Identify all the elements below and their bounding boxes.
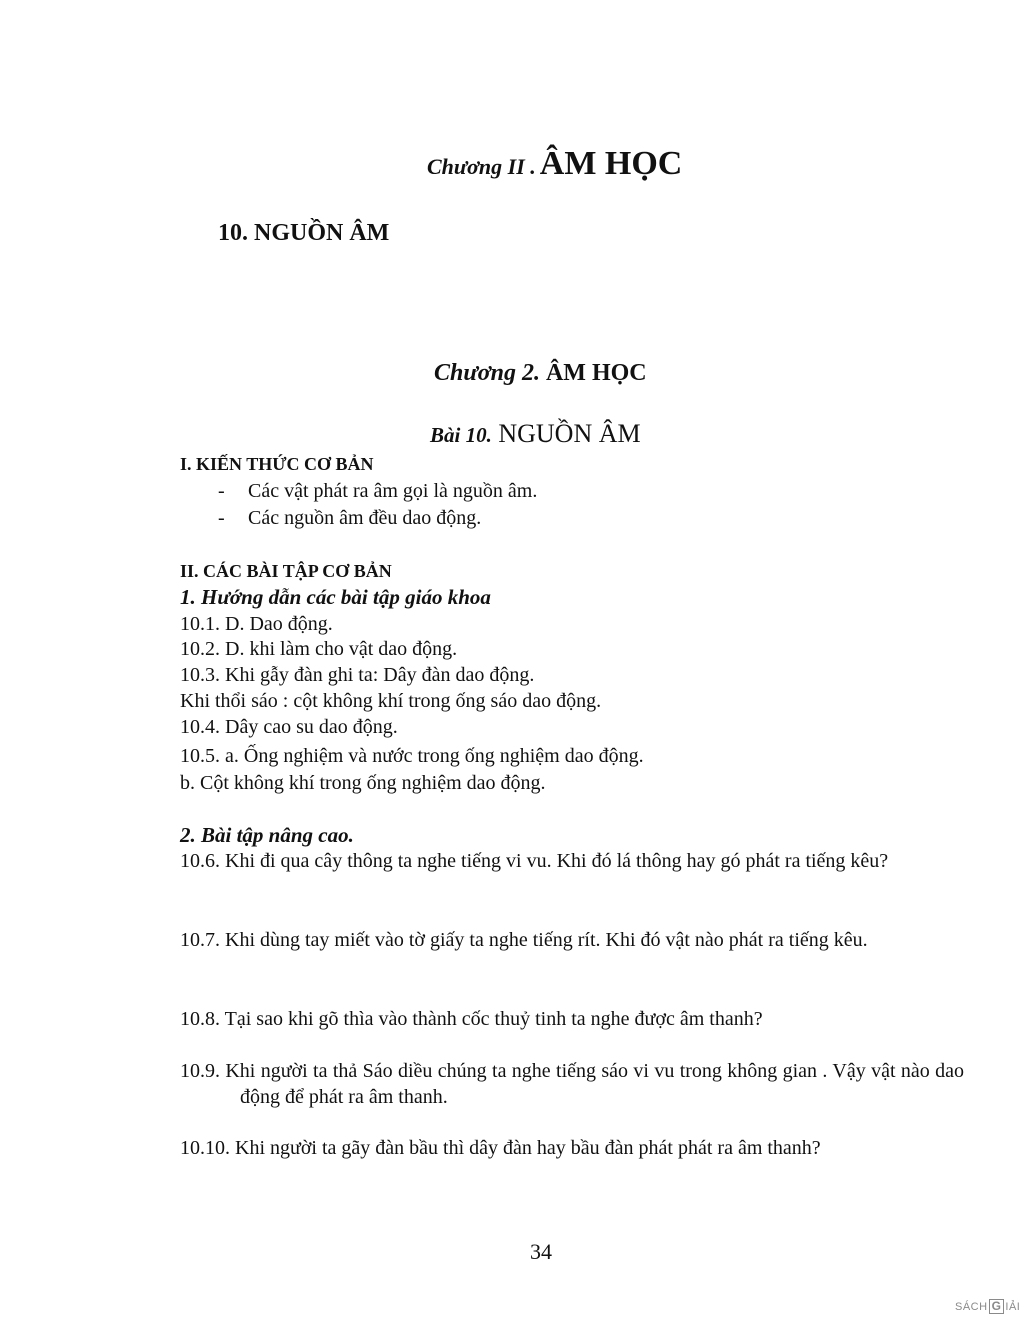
answer-line: 10.2. D. khi làm cho vật dao động. [180,638,458,660]
lesson-title [430,419,641,449]
chapter-title-top [427,145,682,183]
chapter-subtitle [434,360,647,387]
exercise-item: 10.9. Khi người ta thả Sáo diều chúng ta nghe tiếng sáo vi vu trong không gian . Vậy vật nào dao động để phát ra âm thanh. [180,1060,964,1108]
section-1-title: I. KIẾN THỨC CƠ BẢN [180,454,374,474]
logo-box: G [989,1299,1005,1314]
chapter2-prefix: Chương 2. [434,360,540,386]
exercise-item: 10.7. Khi dùng tay miết vào tờ giấy ta nghe tiếng rít. Khi đó vật nào phát ra tiếng kêu. [180,929,868,951]
lesson-name: NGUỒN ÂM [498,419,641,448]
exercise-item: 10.10. Khi người ta gãy đàn bầu thì dây đàn hay bầu đàn phát phát ra âm thanh? [180,1137,821,1159]
answer-line: 10.4. Dây cao su dao động. [180,716,398,738]
answer-line: 10.5. a. Ống nghiệm và nước trong ống nghiệm dao động. [180,745,644,767]
answer-line: 10.1. D. Dao động. [180,613,333,635]
answer-line: b. Cột không khí trong ống nghiệm dao động. [180,772,546,794]
lesson-heading: 10. NGUỒN ÂM [218,220,390,246]
chapter-name: ÂM HỌC [539,145,683,182]
list-item: - Các vật phát ra âm gọi là nguồn âm. [218,480,538,502]
section-2-title: II. CÁC BÀI TẬP CƠ BẢN [180,561,392,581]
subsection-2-title: 2. Bài tập nâng cao. [180,823,354,847]
watermark-logo: SÁCH G IẢI [955,1299,1021,1313]
chapter-prefix: Chương II . [427,154,536,179]
answer-line: 10.3. Khi gẫy đàn ghi ta: Dây đàn dao động. [180,664,535,686]
exercise-item: 10.6. Khi đi qua cây thông ta nghe tiếng vi vu. Khi đó lá thông hay gó phát ra tiếng kêu? [180,850,889,872]
lesson-prefix: Bài 10. [430,423,492,447]
page-number: 34 [530,1239,552,1264]
subsection-1-title: 1. Hướng dẫn các bài tập giáo khoa [180,585,491,609]
exercise-item: 10.8. Tại sao khi gõ thìa vào thành cốc thuỷ tinh ta nghe được âm thanh? [180,1008,763,1030]
answer-line: Khi thổi sáo : cột không khí trong ống sáo dao động. [180,690,602,712]
chapter2-name: ÂM HỌC [545,360,647,386]
list-item: - Các nguồn âm đều dao động. [218,507,482,529]
